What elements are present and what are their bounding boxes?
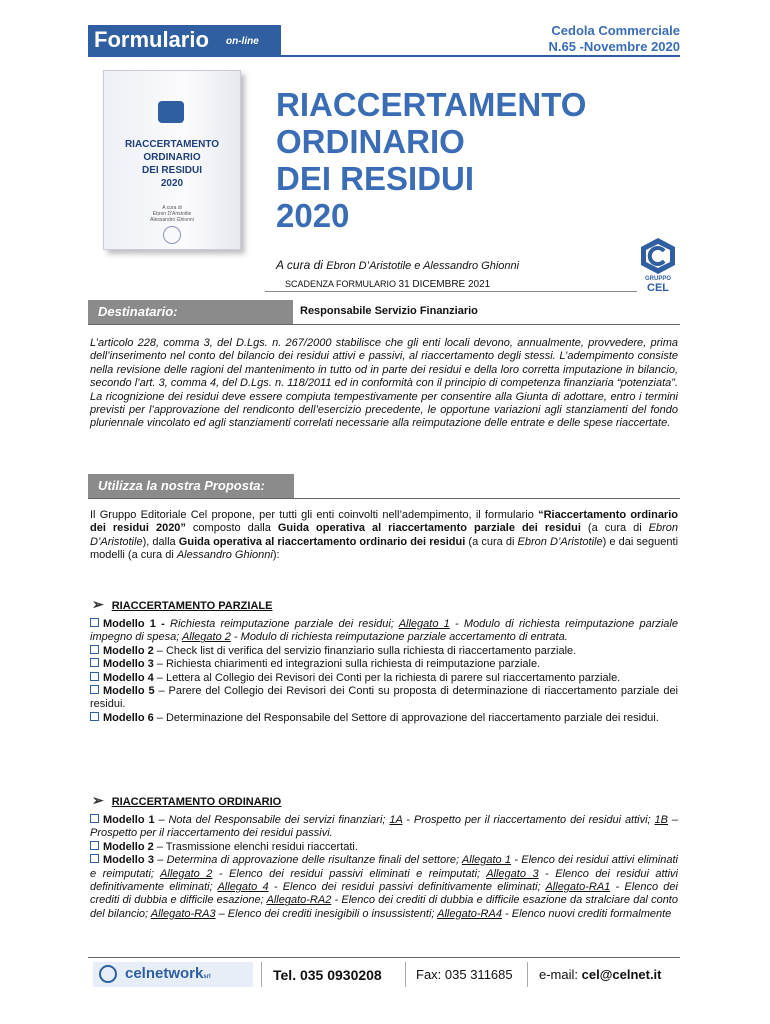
allegato-ref: Allegato-RA3 [150, 907, 216, 920]
arrow-bullet-icon: ➢ [92, 792, 104, 808]
gruppo-cel-logo [638, 237, 678, 293]
destinatario-bar: Destinatario: [88, 300, 293, 324]
model-label: Modello 2 [103, 644, 154, 657]
text-run-italic: – Nota del Responsabile dei servizi finanziari; [154, 814, 390, 826]
text-run-italic: - Prospetto per il riaccertamento dei residui attivi; [402, 814, 655, 826]
model-label: Modello 2 [103, 840, 154, 853]
book-title-line: 2020 [160, 178, 184, 189]
text-run: (a cura di [465, 535, 518, 548]
allegato-ref: Allegato 3 [486, 867, 539, 880]
header-title: Formulario [94, 27, 209, 52]
book-cover-image [103, 70, 241, 250]
proposta-bar: Utilizza la nostra Proposta: [88, 474, 294, 498]
footer-brand [93, 962, 253, 987]
checkbox-bullet-icon [90, 814, 99, 823]
text-run-italic: Alessandro Ghionni [176, 549, 273, 562]
text-run-italic: - Elenco dei residui passivi eliminati e reimputati; [212, 867, 487, 880]
text-run: ), dalla [142, 535, 179, 548]
allegato-ref: Allegato 1 [461, 854, 512, 867]
email-label: e-mail: [539, 967, 582, 982]
text-run-italic: Ebron D’Aristotile [517, 535, 603, 548]
book-title-line: DEI RESIDUI [141, 165, 202, 176]
model-label: Modello 4 [103, 671, 154, 684]
page-title [276, 86, 586, 234]
brand-suffix: srl [203, 974, 211, 980]
section-heading-text: RIACCERTAMENTO PARZIALE [111, 600, 273, 612]
model-label: Modello 1 - [103, 618, 165, 630]
book-title-line: ORDINARIO [143, 152, 201, 163]
text-run-italic: - Elenco dei crediti di dubbia e difficile esazione da stralciare dal conto del bilancio; [90, 894, 678, 920]
text-run: (a cura di [580, 522, 649, 535]
text-run-bold: Guida operativa al riaccertamento ordinario dei residui [178, 535, 466, 548]
deadline [285, 279, 490, 290]
footer-divider [405, 962, 406, 987]
title-rule [265, 291, 637, 292]
book-curator-line: A cura di [162, 205, 182, 211]
checkbox-bullet-icon [90, 712, 99, 721]
curated-by [276, 258, 519, 272]
text-run-italic: – Prospetto per il riaccertamento dei residui passivi. [90, 814, 678, 840]
model-text: – Lettera al Collegio dei Revisori dei Conti per la richiesta di parere sul riaccertamento parziale. [153, 671, 621, 684]
book-seal-icon [163, 226, 181, 244]
allegato-ref: 1A [389, 814, 403, 826]
title-line: 2020 [276, 197, 350, 234]
text-run-italic: - Elenco dei residui passivi definitivamente eliminati; [268, 881, 546, 894]
allegato-ref: Allegato 1 [398, 618, 450, 630]
deadline-date: 31 DICEMBRE 2021 [398, 279, 491, 290]
model-label: Modello 3 [103, 658, 154, 671]
header-rule [88, 55, 680, 57]
model-label: Modello 1 [103, 814, 155, 826]
text-run-italic: - Elenco dei residui attivi eliminati e reimputati; [90, 854, 678, 880]
allegato-ref: Allegato 2 [160, 867, 213, 880]
destinatario-rule [88, 324, 680, 325]
model-label: Modello 3 [103, 854, 154, 867]
checkbox-bullet-icon [90, 854, 99, 863]
email-link[interactable]: cel@celnet.it [581, 967, 662, 982]
logo-line1: GRUPPO [644, 276, 672, 282]
doc-type: Cedola Commerciale [551, 23, 680, 38]
text-run-italic: - Elenco dei residui attivi definitivamente eliminati; [90, 867, 678, 894]
checkbox-bullet-icon [90, 645, 99, 654]
footer [93, 962, 681, 987]
section-heading-parziale [92, 596, 272, 613]
footer-divider [261, 962, 262, 987]
curated-prefix: A cura di [276, 258, 323, 272]
allegato-ref: Allegato 4 [217, 881, 269, 894]
model-text: – Parere del Collegio dei Revisori dei Conti su proposta di determinazione di riaccertamento parziale dei residui. [90, 685, 679, 711]
book-curator-line: Alessandro Ghionni [150, 217, 194, 223]
text-run: composto dalla [185, 522, 278, 535]
text-run-italic: - Elenco dei crediti di dubbia e difficile esazione; [90, 881, 678, 907]
logo-line2: CEL [647, 282, 669, 293]
book-cover-title [104, 138, 240, 190]
book-cover-curators [104, 205, 240, 223]
model-text: – Check list di verifica del servizio finanziario sulla richiesta di riaccertamento parziale. [153, 644, 577, 657]
deadline-label: SCADENZA FORMULARIO [285, 279, 397, 289]
arrow-bullet-icon: ➢ [92, 596, 104, 612]
text-run: ): [272, 549, 280, 562]
proposal-paragraph [90, 509, 678, 563]
book-curator-line: Ebron D'Aristotile [152, 211, 192, 217]
text-run-italic: - Elenco nuovi crediti formalmente [501, 907, 672, 920]
text-run-bold: “Riaccertamento ordinario dei residui 2020” [90, 509, 678, 535]
list-item [90, 618, 678, 645]
brand-text: celnetwork [125, 965, 204, 982]
text-run-bold: Guida operativa al riaccertamento parziale dei residui [277, 522, 581, 535]
model-text: – Richiesta chiarimenti ed integrazioni sulla richiesta di reimputazione parziale. [153, 658, 541, 671]
model-label: Modello 5 [103, 685, 155, 698]
book-logo-icon [158, 101, 184, 123]
allegato-ref: Allegato-RA2 [266, 894, 332, 907]
checkbox-bullet-icon [90, 672, 99, 681]
allegato-ref: Allegato 2 [181, 631, 231, 644]
list-item [90, 658, 678, 671]
text-run: ) e dai seguenti modelli (a cura di [90, 535, 679, 562]
allegato-ref: 1B [654, 814, 668, 826]
intro-paragraph: L’articolo 228, comma 3, del D.Lgs. n. 267/2000 stabilisce che gli enti locali devono, annualmente, provvedere, prima dell’inserimento nel conto del bilancio dei residui attivi e passivi, al riaccertamento degli stessi. L’adempimento consiste nella revisione delle ragioni del mantenimento in tutto od in parte dei residui e della loro corretta imputazione in bilancio, secondo l’art. 3, comma 4, del D.Lgs. n. 118/2011 ed in conformità con il principio di competenza finanziaria “potenziata”. La ricognizione dei residui deve essere compiuta tempestivamente per consentire alla Giunta di adottare, entro i termini previsti per l’approvazione del rendiconto dell’esercizio precedente, le opportune variazioni agli stanziamenti del fondo pluriennale vincolato ed agli stanziamenti correlati necessarie alla reimputazione delle entrate e delle spese riaccertate. [90, 337, 678, 430]
checkbox-bullet-icon [90, 618, 99, 627]
footer-phone: Tel. 035 0930208 [273, 967, 382, 983]
list-item [90, 814, 678, 841]
section-heading-ordinario [92, 792, 281, 809]
list-item [90, 712, 678, 725]
list-item [90, 672, 678, 685]
footer-rule [88, 957, 680, 958]
list-item [90, 841, 678, 854]
checkbox-bullet-icon [90, 841, 99, 850]
footer-brand-name [125, 965, 211, 982]
model-text: – Trasmissione elenchi residui riaccertati. [153, 840, 358, 853]
text-run-italic: – Elenco dei crediti inesigibili o insussistenti; [215, 907, 438, 920]
header-tagline: on-line [226, 36, 259, 47]
model-label: Modello 6 [103, 711, 154, 724]
model-text: – Determinazione del Responsabile del Settore di approvazione del riaccertamento parziale dei residui. [153, 711, 659, 724]
list-item [90, 685, 678, 712]
header-doc-info [548, 23, 680, 55]
title-line: RIACCERTAMENTO [276, 86, 587, 123]
text-run-italic: Ebron D’Aristotile [90, 522, 679, 548]
footer-fax: Fax: 035 311685 [416, 967, 513, 982]
text-run-italic: Richiesta reimputazione parziale dei residui; [164, 618, 399, 630]
footer-divider [527, 962, 528, 987]
section-heading-text: RIACCERTAMENTO ORDINARIO [111, 796, 282, 808]
curated-names: Ebron D’Aristotile e Alessandro Ghionni [326, 260, 520, 272]
text-run-italic: - Modulo di richiesta reimputazione parziale impegno di spesa; [90, 618, 678, 644]
title-line: DEI RESIDUI [276, 160, 475, 197]
text-run-italic: - Modulo di richiesta reimputazione parziale accertamento di entrata. [230, 631, 568, 644]
title-line: ORDINARIO [276, 123, 465, 160]
ordinario-list [90, 814, 678, 921]
celnetwork-logo-icon [99, 965, 117, 983]
text-run-italic: – Determina di approvazione delle risultanze finali del settore; [153, 854, 462, 867]
book-title-line: RIACCERTAMENTO [124, 139, 220, 150]
allegato-ref: Allegato-RA1 [545, 881, 611, 894]
checkbox-bullet-icon [90, 658, 99, 667]
text-run: Il Gruppo Editoriale Cel propone, per tutti gli enti coinvolti nell’adempimento, il formulario [90, 509, 539, 521]
list-item [90, 854, 678, 921]
footer-email [539, 967, 662, 982]
allegato-ref: Allegato-RA4 [437, 907, 502, 920]
parziale-list [90, 618, 678, 725]
list-item [90, 645, 678, 658]
doc-number: N.65 -Novembre 2020 [548, 39, 680, 54]
checkbox-bullet-icon [90, 685, 99, 694]
proposta-rule [88, 498, 680, 499]
destinatario-value: Responsabile Servizio Finanziario [300, 305, 478, 317]
